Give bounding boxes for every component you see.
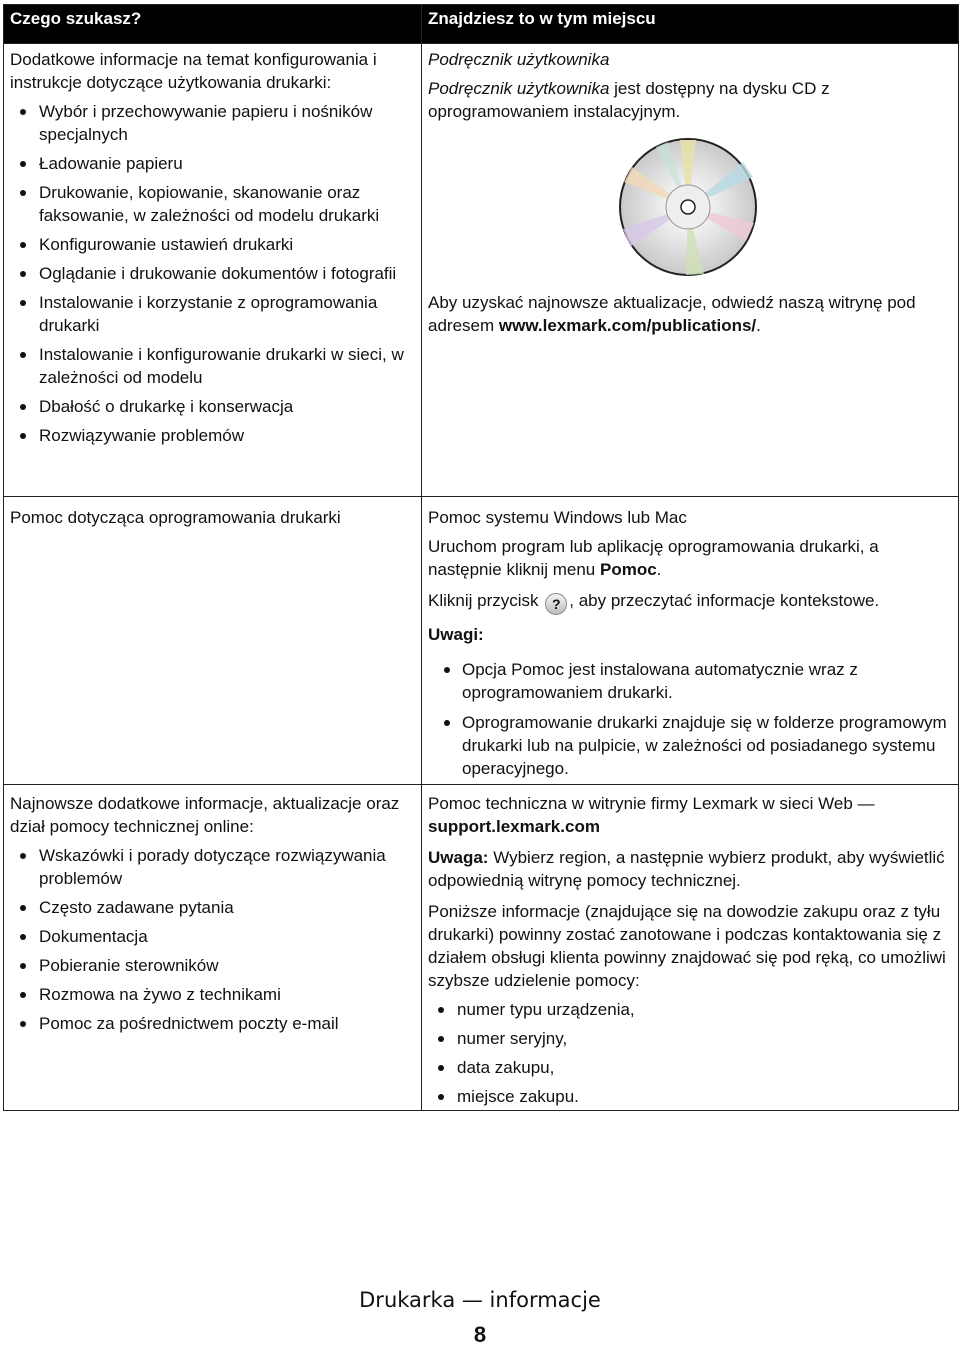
user-guide-desc: Podręcznik użytkownika jest dostępny na dysku CD z oprogramowaniem instalacyjnym.: [428, 79, 830, 121]
list-item: Pomoc za pośrednictwem poczty e-mail: [10, 1012, 415, 1035]
publications-link[interactable]: www.lexmark.com/publications/: [498, 316, 757, 335]
row2-left: [4, 497, 422, 785]
row1-left: [4, 44, 422, 497]
list-item: Pobieranie sterowników: [10, 954, 415, 977]
os-help-title: Pomoc systemu Windows lub Mac: [428, 508, 687, 527]
row1-right: [422, 44, 959, 497]
list-item: Wskazówki i porady dotyczące rozwiązywania problemów: [10, 844, 415, 890]
support-title: Pomoc techniczna w witrynie firmy Lexmark w sieci Web — support.lexmark.com: [428, 794, 875, 836]
user-guide-title: Podręcznik użytkownika: [428, 50, 610, 69]
list-item: Konfigurowanie ustawień drukarki: [10, 233, 415, 256]
row3-intro: Najnowsze dodatkowe informacje, aktualizacje oraz dział pomocy technicznej online:: [10, 794, 400, 836]
row2-right: [422, 497, 959, 785]
row3-left: [4, 785, 422, 1111]
help-button-icon: ?: [545, 593, 567, 615]
row3-right: [422, 785, 959, 1111]
footer-title: Drukarka — informacje: [359, 1288, 601, 1312]
info-table: [3, 4, 959, 1111]
support-link[interactable]: support.lexmark.com: [428, 817, 600, 836]
info-item: data zakupu,: [428, 1056, 952, 1079]
list-item: Instalowanie i korzystanie z oprogramowania drukarki: [10, 291, 415, 337]
help-menu-label: Pomoc: [599, 560, 657, 579]
os-help-p2: Kliknij przycisk ? , aby przeczytać informacje kontekstowe.: [428, 589, 952, 615]
list-item: Dbałość o drukarkę i konserwacja: [10, 395, 415, 418]
support-info: Poniższe informacje (znajdujące się na dowodzie zakupu oraz z tyłu drukarki) powinny zostać zanotowane i podczas kontaktowania się z działem obsługi klienta powinny znajdować się pod ręką, co umożliwi szybsze udzielenie pomocy:: [428, 902, 946, 990]
row1-intro: Dodatkowe informacje na temat konfigurowania i instrukcje dotyczące użytkowania drukarki:: [10, 50, 377, 92]
list-item: Oglądanie i drukowanie dokumentów i fotografii: [10, 262, 415, 285]
cd-icon: [618, 137, 758, 277]
os-help-p1: Uruchom program lub aplikację oprogramowania drukarki, a następnie kliknij menu Pomoc.: [428, 537, 879, 579]
row-software-help: [4, 497, 959, 785]
info-item: numer seryjny,: [428, 1027, 952, 1050]
row-user-guide: [4, 44, 959, 497]
row-online-support: [4, 785, 959, 1111]
list-item: Dokumentacja: [10, 925, 415, 948]
page-number: 8: [473, 1322, 487, 1347]
updates-text: Aby uzyskać najnowsze aktualizacje, odwiedź naszą witrynę pod adresem www.lexmark.com/publications/.: [428, 293, 916, 335]
support-note: Uwaga: Wybierz region, a następnie wybierz produkt, aby wyświetlić odpowiednią witrynę pomocy technicznej.: [428, 848, 945, 890]
list-item: Ładowanie papieru: [10, 152, 415, 175]
list-item: Wybór i przechowywanie papieru i nośników specjalnych: [10, 100, 415, 146]
list-item: Często zadawane pytania: [10, 896, 415, 919]
list-item: Rozmowa na żywo z technikami: [10, 983, 415, 1006]
note-item: Oprogramowanie drukarki znajduje się w folderze programowym drukarki lub na pulpicie, w zależności od posiadanego systemu operacyjnego.: [428, 711, 952, 780]
info-item: numer typu urządzenia,: [428, 998, 952, 1021]
list-item: Instalowanie i konfigurowanie drukarki w sieci, w zależności od modelu: [10, 343, 415, 389]
note-item: Opcja Pomoc jest instalowana automatycznie wraz z oprogramowaniem drukarki.: [428, 658, 952, 704]
header-what: Czego szukasz?: [4, 5, 422, 44]
list-item: Drukowanie, kopiowanie, skanowanie oraz faksowanie, w zależności od modelu drukarki: [10, 181, 415, 227]
header-where: Znajdziesz to w tym miejscu: [422, 5, 959, 44]
software-help-title: Pomoc dotycząca oprogramowania drukarki: [10, 508, 341, 527]
info-item: miejsce zakupu.: [428, 1085, 952, 1108]
list-item: Rozwiązywanie problemów: [10, 424, 415, 447]
notes-label: Uwagi:: [428, 625, 484, 644]
